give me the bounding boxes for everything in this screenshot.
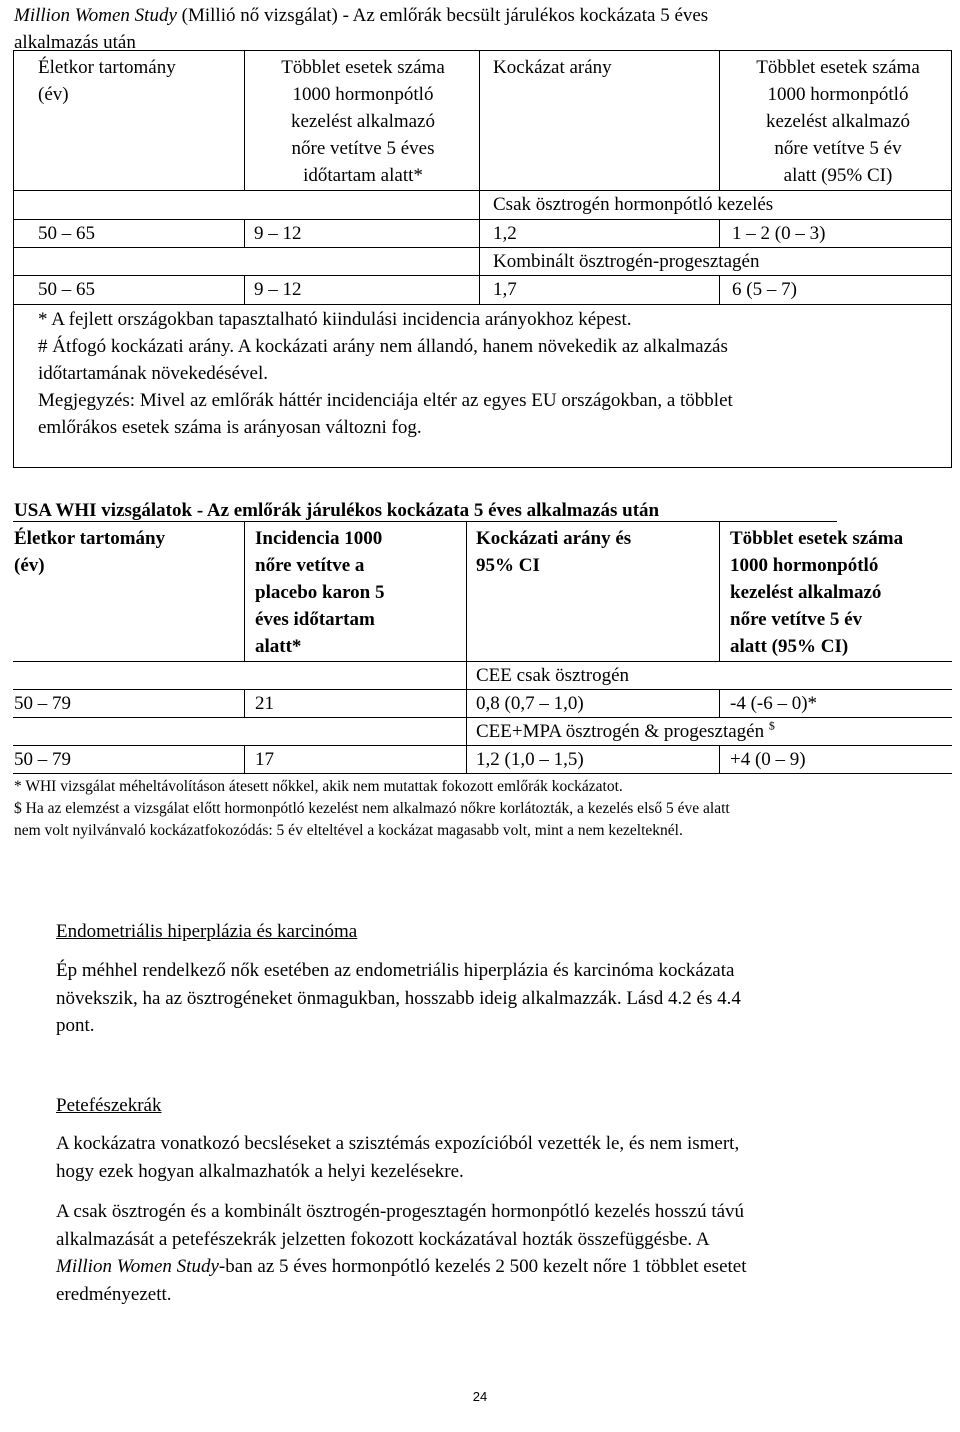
whi-header-incidence: Incidencia 1000 nőre vetítve a placebo karon 5 éves időtartam alatt* [255,528,385,657]
mws-study-name: Million Women Study [56,1256,219,1277]
whi-row2-incidence: 17 [255,749,274,770]
whi-footnote-3: nem volt nyilvánvaló kockázatfokozódás: 5 év elteltével a kockázat magasabb volt, mint a nem kezelteknél. [14,822,683,839]
ovarian-heading: Petefészekrák [56,1095,162,1116]
mws-title-line2: alkalmazás után [14,32,136,53]
mws-vline-3 [719,50,720,190]
mws-title [14,2,954,29]
whi-row1-ratio: 0,8 (0,7 – 1,0) [476,693,584,714]
mws-row1-ratio: 1,2 [493,223,517,244]
mws-section-combined: Kombinált ösztrogén-progesztagén [493,251,760,272]
mws-row2-ratio: 1,7 [493,279,517,300]
mws-header-ratio: Kockázat arány [493,57,612,78]
whi-header-excess: Többlet esetek száma 1000 hormonpótló kezelést alkalmazó nőre vetítve 5 év alatt (95% CI) [730,528,904,657]
ovarian-paragraph-1: A kockázatra vonatkozó becsléseket a szisztémás expozícióból vezették le, és nem ismert, hogy ezek hogyan alkalmazhatók a helyi kezelésekre. [56,1133,740,1182]
mws-section-estrogen-only: Csak ösztrogén hormonpótló kezelés [493,194,774,215]
mws-note-1: * A fejlett országokban tapasztalható kiindulási incidencia arányokhoz képest. [38,309,632,330]
whi-footnotes [14,776,954,842]
mws-header-age: Életkor tartomány (év) [38,57,176,105]
mws-row1-excess: 9 – 12 [254,223,302,244]
mws-notes [38,306,948,441]
whi-footnote-2: $ Ha az elemzést a vizsgálat előtt hormonpótló kezelést nem alkalmazó nőkre korlátozták, a kezelés első 5 éve alatt [14,800,730,817]
mws-row1-excess-ci: 1 – 2 (0 – 3) [732,223,826,244]
mws-row2-excess: 9 – 12 [254,279,302,300]
whi-row2-excess: +4 (0 – 9) [730,749,806,770]
whi-header-ratio: Kockázati arány és 95% CI [476,528,632,576]
mws-vline-2 [479,50,480,190]
whi-row1-incidence: 21 [255,693,274,714]
mws-row2-age: 50 – 65 [38,279,95,300]
whi-title: USA WHI vizsgálatok - Az emlőrák járulékos kockázata 5 éves alkalmazás után [14,500,660,521]
ovarian-paragraph-2: A csak ösztrogén és a kombinált ösztrogén-progesztagén hormonpótló kezelés hosszú távú alkalmazását a petefészekrák jelzetten fokozott kockázatával hozták összefüggésbe. A Million Women Study-ban az 5 éves hormonpótló kezelés 2 500 kezelt nőre 1 többlet esetet eredményezett. [56,1201,747,1305]
whi-section-sup: $ [768,718,775,733]
whi-row2-ratio: 1,2 (1,0 – 1,5) [476,749,584,770]
whi-section-cee-mpa: CEE+MPA ösztrogén & progesztagén $ [476,718,775,742]
endometrial-paragraph: Ép méhhel rendelkező nők esetében az endometriális hiperplázia és karcinóma kockázata növekszik, ha az ösztrogéneket önmagukban, hosszabb ideig alkalmazzák. Lásd 4.2 és 4.4 pont. [56,960,741,1036]
mws-header-excess-ci: Többlet esetek száma 1000 hormonpótló kezelést alkalmazó nőre vetítve 5 év alatt (95% CI) [756,57,920,186]
whi-footnote-1: * WHI vizsgálat méheltávolításon átesett nőkkel, akik nem mutattak fokozott emlőrák kockázatot. [14,778,623,795]
mws-note-5: emlőrákos esetek száma is arányosan változni fog. [38,417,422,438]
mws-note-4: Megjegyzés: Mivel az emlőrák háttér incidenciája eltér az egyes EU országokban, a többlet [38,390,733,411]
mws-note-2: # Átfogó kockázati arány. A kockázati arány nem állandó, hanem növekedik az alkalmazás [38,336,728,357]
whi-row1-excess: -4 (-6 – 0)* [730,693,818,714]
mws-header-excess: Többlet esetek száma 1000 hormonpótló kezelést alkalmazó nőre vetítve 5 éves időtartam alatt* [281,57,445,186]
endometrial-heading: Endometriális hiperplázia és karcinóma [56,921,358,942]
mws-title-rest: (Millió nő vizsgálat) - Az emlőrák becsült járulékos kockázata 5 éves [176,5,709,26]
page-number: 24 [472,1389,488,1404]
whi-header-age: Életkor tartomány (év) [14,528,166,576]
whi-section-cee-only: CEE csak ösztrogén [476,665,630,686]
mws-row1-age: 50 – 65 [38,223,95,244]
mws-note-3: időtartamának növekedésével. [38,363,269,384]
mws-row2-excess-ci: 6 (5 – 7) [732,279,797,300]
mws-vline-1 [244,50,245,190]
whi-row2-age: 50 – 79 [14,749,71,770]
mws-title-italic: Million Women Study [14,5,177,26]
whi-row1-age: 50 – 79 [14,693,71,714]
